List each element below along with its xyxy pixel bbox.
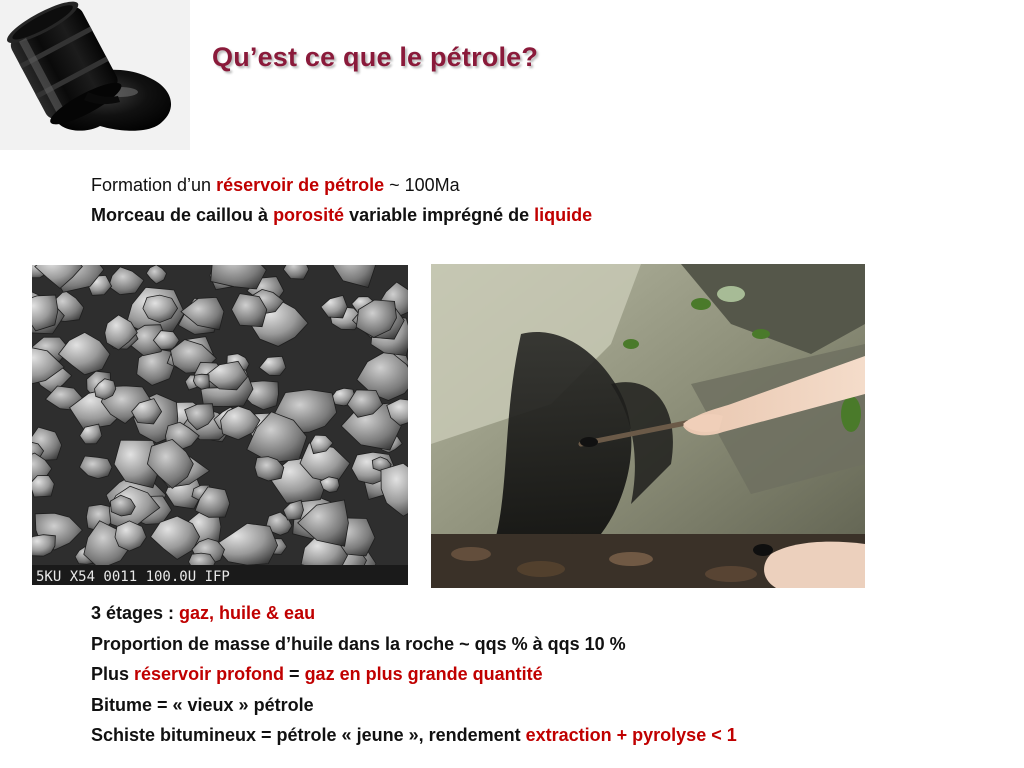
point-5: Schiste bitumineux = pétrole « jeune », rendement extraction + pyrolyse < 1 — [91, 725, 737, 745]
oil-barrel-spill-icon — [0, 0, 190, 150]
key-points — [91, 598, 737, 751]
intro-line-2: Morceau de caillou à porosité variable imprégné de liquide — [91, 205, 593, 225]
bitumen-outcrop-photo — [431, 264, 865, 588]
point-2: Proportion de masse d’huile dans la roche ~ qqs % à qqs 10 % — [91, 633, 626, 654]
intro-highlight: réservoir de pétrole — [216, 175, 385, 195]
point-3: Plus réservoir profond = gaz en plus grande quantité — [91, 664, 543, 684]
point-4: Bitume = « vieux » pétrole — [91, 694, 314, 715]
intro-line-1: Formation d’un réservoir de pétrole ~ 100Ma — [91, 175, 460, 195]
intro-text — [91, 170, 592, 230]
sem-caption: 5KU X54 0011 100.0U IFP — [36, 569, 230, 585]
sem-micrograph-image — [32, 265, 408, 585]
page-title: Qu’est ce que le pétrole? — [212, 42, 539, 72]
point-1: 3 étages : gaz, huile & eau — [91, 603, 316, 623]
